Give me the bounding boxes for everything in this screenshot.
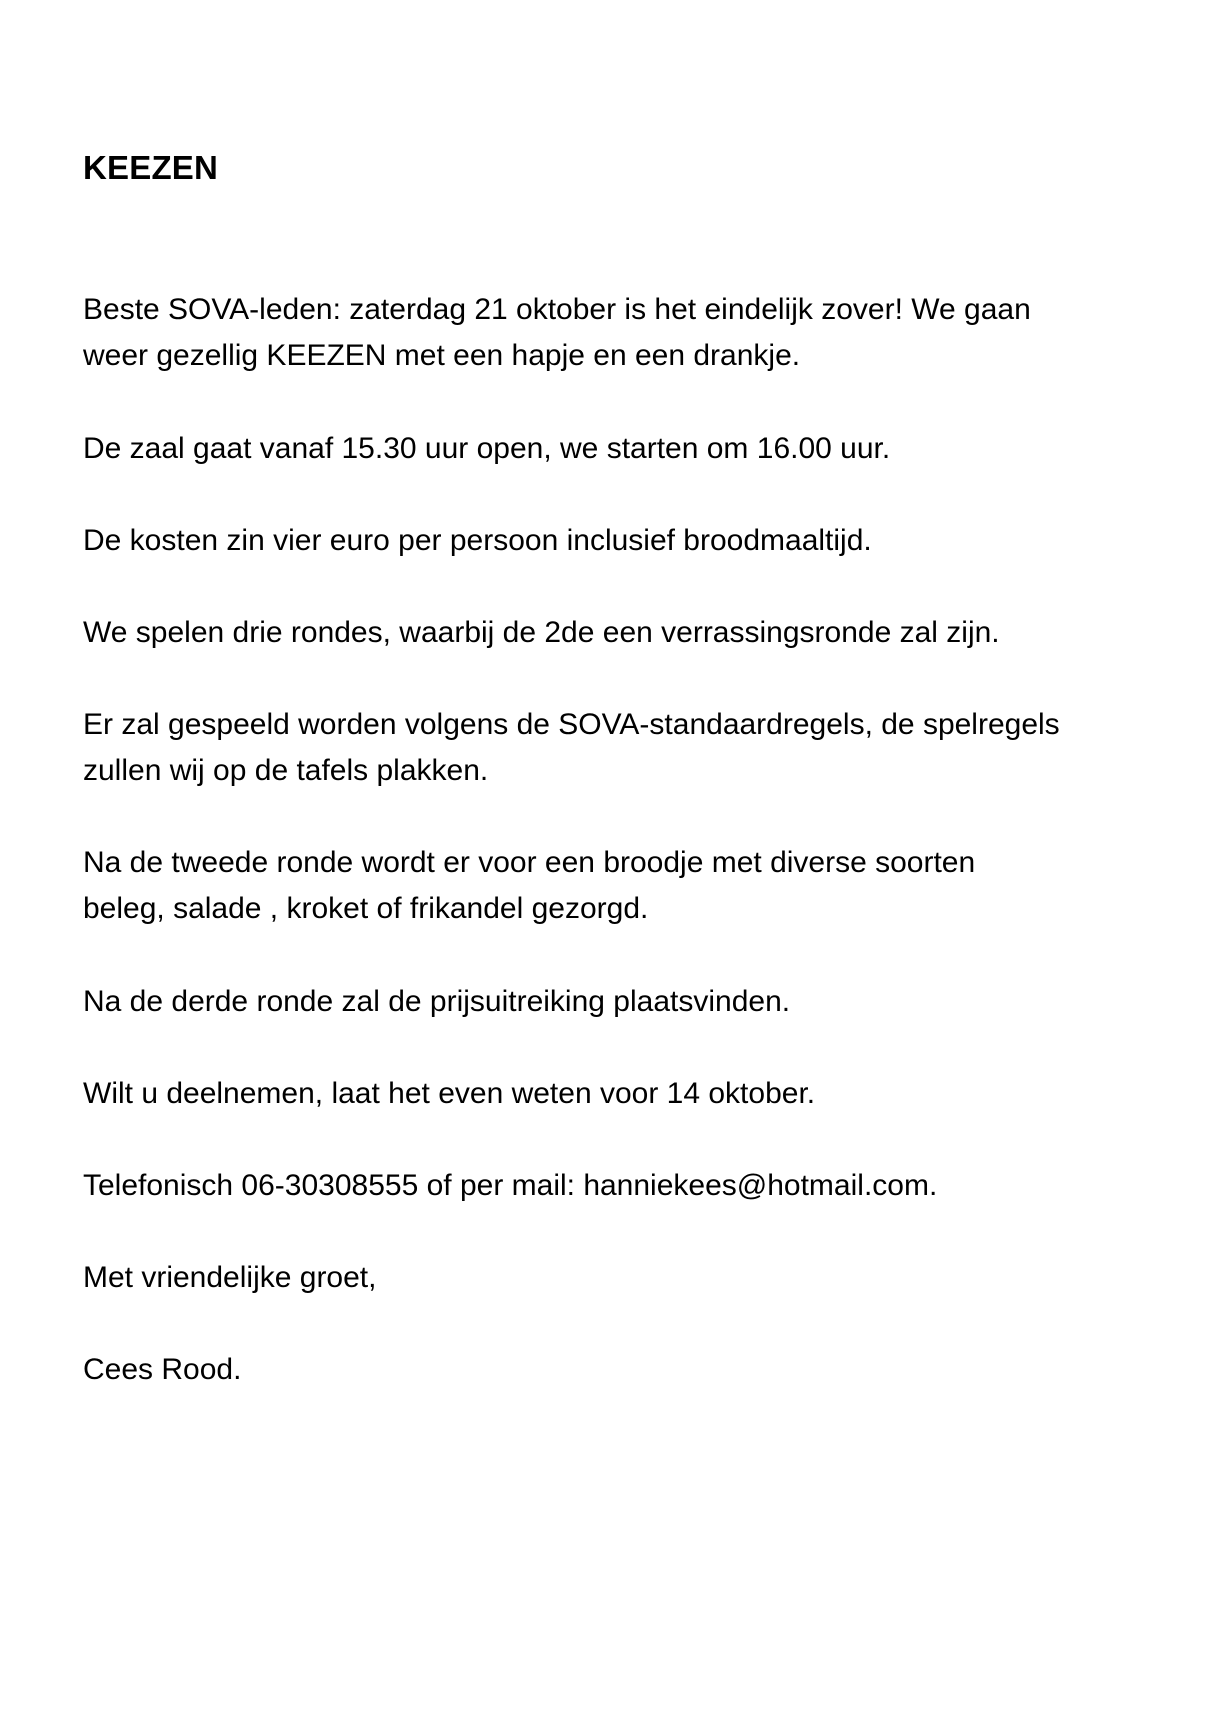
paragraph-rounds [83,610,1143,656]
paragraph-invitation [83,287,1143,379]
paragraph-line: Cees Rood. [83,1353,242,1386]
paragraph-prizes [83,979,1143,1025]
paragraph-line: Wilt u deelnemen, laat het even weten voor 14 oktober. [83,1077,816,1110]
paragraph-line: Na de tweede ronde wordt er voor een broodje met diverse soorten [83,846,976,879]
paragraph-line: Met vriendelijke groet, [83,1261,377,1294]
paragraph-line: De kosten zin vier euro per persoon inclusief broodmaaltijd. [83,524,872,557]
paragraph-opening-time [83,426,1143,472]
document-title: KEEZEN [83,149,219,186]
paragraph-line: Beste SOVA-leden: zaterdag 21 oktober is het eindelijk zover! We gaan [83,293,1031,326]
paragraph-line: De zaal gaat vanaf 15.30 uur open, we starten om 16.00 uur. [83,432,891,465]
paragraph-rules [83,702,1143,794]
paragraph-contact [83,1163,1143,1209]
paragraph-line: zullen wij op de tafels plakken. [83,754,489,787]
paragraph-line: Er zal gespeeld worden volgens de SOVA-standaardregels, de spelregels [83,708,1060,741]
paragraph-line: Telefonisch 06-30308555 of per mail: hanniekees@hotmail.com. [83,1169,938,1202]
paragraph-meal [83,840,1143,932]
paragraph-signature [83,1347,1143,1393]
paragraph-line: weer gezellig KEEZEN met een hapje en een drankje. [83,339,801,372]
paragraph-greeting [83,1255,1143,1301]
paragraph-line: beleg, salade , kroket of frikandel gezorgd. [83,892,649,925]
paragraph-costs [83,518,1143,564]
paragraph-line: Na de derde ronde zal de prijsuitreiking plaatsvinden. [83,985,791,1018]
paragraph-registration [83,1071,1143,1117]
paragraph-line: We spelen drie rondes, waarbij de 2de een verrassingsronde zal zijn. [83,616,1000,649]
